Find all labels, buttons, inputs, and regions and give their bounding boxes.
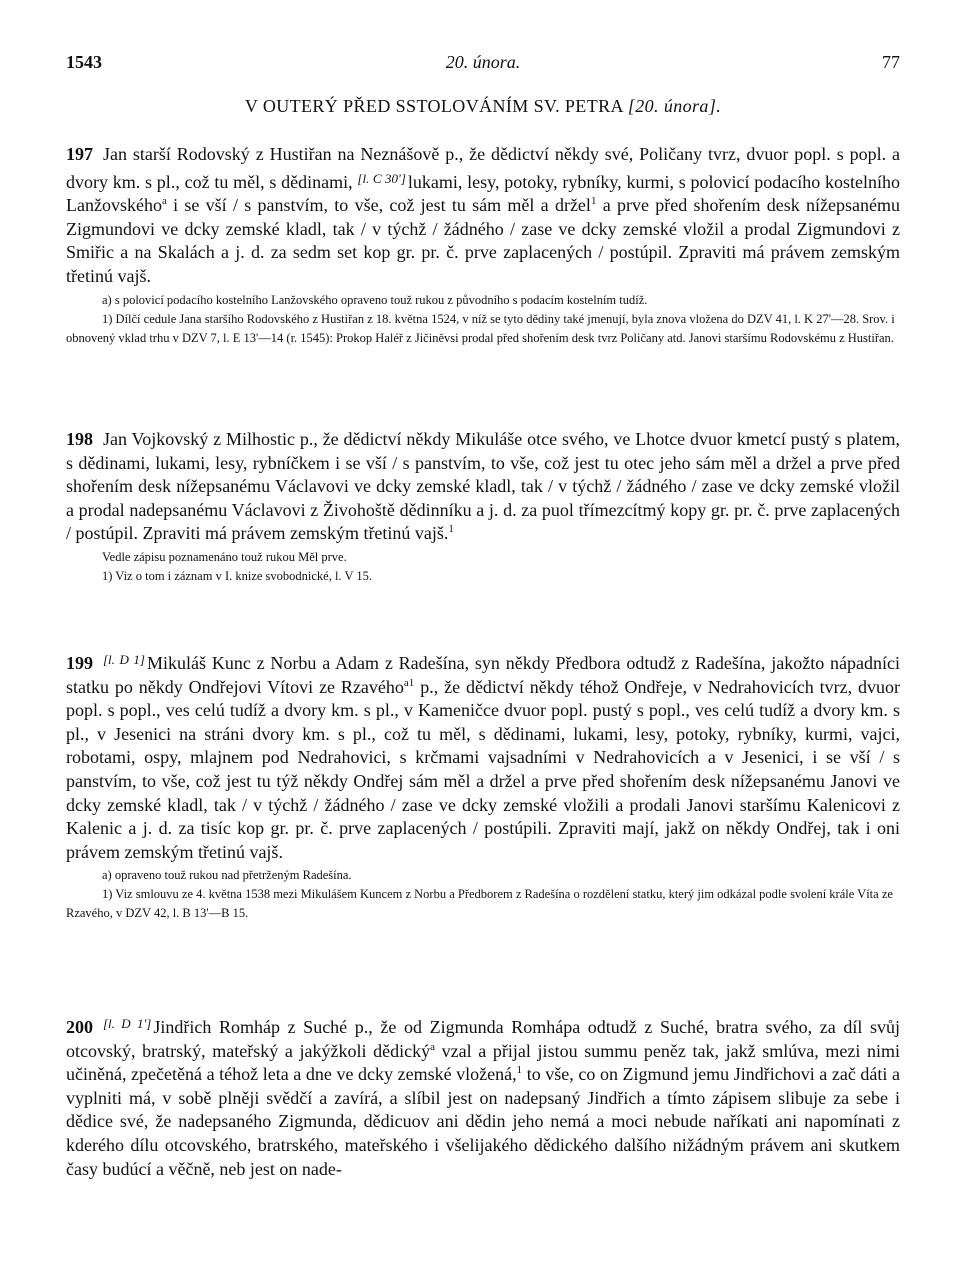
footnote-marker: 1 bbox=[448, 523, 454, 536]
entry-200 bbox=[66, 1012, 900, 1181]
entry-text-part: lukami, lesy, potoky, rybníky, kurmi, s polovicí podacího kostelního Lanžovského bbox=[66, 171, 901, 216]
entry-text-part: Mikuláš Kunc z Norbu a Adam z Radešína, syn někdy Předbora odtudž z Radešína, jakožto nápadníci statku po někdy Ondřejovi Vítovi ze Rzavého bbox=[66, 653, 900, 697]
page-number: 77 bbox=[882, 52, 900, 72]
section-title bbox=[66, 96, 900, 117]
entry-text bbox=[66, 1012, 900, 1181]
margin-reference: [l. D 1'] bbox=[103, 1016, 152, 1031]
entry-number: 197 bbox=[66, 144, 93, 164]
footnote: 1) Viz o tom i záznam v I. knize svobodnické, l. V 15. bbox=[102, 568, 373, 583]
entry-198 bbox=[66, 428, 900, 586]
entry-text-part: i se vší / s panstvím, to vše, což jest tu sám měl a držel bbox=[166, 195, 591, 216]
entry-text bbox=[66, 428, 900, 546]
footnote: 1) Viz smlouvu ze 4. května 1538 mezi Mikulášem Kuncem z Norbu a Předborem z Radešína o rozdělení statku, který jim odkázal podle svolení krále Víta ze Rzavého, v DZV 42, l. B 13'—B 15. bbox=[66, 887, 893, 921]
footnote-marker: 1 bbox=[516, 1064, 523, 1077]
entry-number: 199 bbox=[66, 653, 93, 673]
entry-text-part: vzal a přijal jistou summu peněz tak, jakž smlúva, mezi nimi učiněná, zpečetěná a téhož leta a dne ve dcky zemské vložená, bbox=[66, 1040, 900, 1085]
entry-text bbox=[66, 143, 900, 289]
entry-text-part: Jindřich Romháp z Suché p., že od Zigmunda Romhápa odtudž z Suché, bratra svého, za díl svůj otcovský, bratrský, mateřský a jakýžkoli dědický bbox=[66, 1017, 900, 1061]
entry-199 bbox=[66, 648, 900, 923]
entry-text-part: Jan Vojkovský z Milhostic p., že dědictví někdy Mikuláše otce svého, ve Lhotce dvuor kmetcí pustý s platem, s dědinami, lukami, lesy, rybníčkem i se vší / s panstvím, to vše, což jest tu otec jeho sám měl a držel a prve před shořením desk nížepsanému Václavovi ve dcky zemské kladl, tak / v týchž / žádného / zase ve dcky zemské vložil a prodal nadepsanému Václavovi z Živohoště dědinníku a j. d. za puol třímezcítmý kopy gr. pr. č. prve zaplacených / postúpil. Zpraviti má právem zemským třetinú vajš. bbox=[66, 429, 900, 544]
header-year: 1543 bbox=[66, 52, 102, 72]
footnote: 1) Dílčí cedule Jana staršího Rodovského z Hustiřan z 18. května 1524, v níž se tyto dědiny také jmenují, byla znova vložena do DZV 41, l. K 27'—28. Srov. i obnovený vklad trhu v DZV 7, l. E 13'—14 (r. 1545): Prokop Haléř z Jičiněvsi prodal před shořením desk tvrz Poličany atd. Janovi staršímu Rodovskému z Hustiřan. bbox=[66, 311, 895, 345]
entry-text bbox=[66, 648, 900, 864]
entry-text-part: a prve před shořením desk nížepsanému Zigmundovi ve dcky zemské kladl, tak / v týchž / žádného / zase ve dcky zemské vložil a prodal Zigmundovi z Smiřic a na Skalách a j. d. za sedm set kop gr. pr. č. prve zaplacených / postúpil. Zpraviti má právem zemským třetinú vajš. bbox=[66, 195, 900, 286]
footnote: a) s polovicí podacího kostelního Lanžovského opraveno touž rukou z původního s podacím kostelním tudíž. bbox=[102, 292, 648, 307]
footnotes bbox=[66, 291, 900, 348]
footnotes bbox=[66, 866, 900, 923]
section-title-date: [20. února]. bbox=[627, 96, 722, 116]
footnote: Vedle zápisu poznamenáno touž rukou Měl prve. bbox=[102, 549, 347, 564]
running-header bbox=[66, 52, 900, 78]
header-date: 20. února. bbox=[445, 52, 521, 72]
footnote-marker: a1 bbox=[403, 676, 415, 689]
footnote-marker: 1 bbox=[590, 195, 597, 208]
section-title-main: V OUTERÝ PŘED SSTOLOVÁNÍM SV. PETRA bbox=[244, 96, 628, 116]
entry-number: 198 bbox=[66, 429, 93, 449]
footnote: a) opraveno touž rukou nad přetrženým Radešína. bbox=[102, 868, 352, 883]
footnotes bbox=[66, 548, 900, 586]
entry-number: 200 bbox=[66, 1017, 93, 1037]
footnote-marker: a bbox=[161, 195, 167, 208]
margin-reference: [l. D 1] bbox=[103, 652, 145, 667]
entry-text-part: to vše, co on Zigmund jemu Jindřichovi a zač dáti a vyplniti má, v sobě plněji svědčí a zavírá, a slíbil jest on nadepsaný Jindřich a tímto zápisem slibuje za sebe i dědice své, že nadepsaného Zigmunda, dědicuov ani dědin jeho nemá a moci nebude naříkati ani napomínati z kderého dílu otcovského, bratrského, mateřského i všelijakého dědického dalšího nižádným právem ani skutkem časy budúcí a věčně, neb jest on nade- bbox=[66, 1064, 900, 1179]
footnote-marker: a bbox=[430, 1040, 436, 1053]
entry-text-part: p., že dědictví někdy téhož Ondřeje, v Nedrahovicích tvrz, dvuor popl. s popl., ves celú tudíž a dvory km. s pl., v Kameničce dvuor popl. pustý s popl., ves celú tudíž a dvory km. s pl., v Jesenici na stráni dvory km. s pl., což tu měl, s dědinami, lukami, lesy, potoky, rybníky, kurmi, vajci, robotami, ospy, mlajnem pod Nedrahovici, s krčmami vajsadními v Nedrahovicích a v Jesenici, i se vší / s panstvím, to vše, což jest tu týž někdy Ondřej sám měl a držel a prve před shořením desk nížepsanému Janovi ve dcky zemské kladl, tak / v týchž / žádného / zase ve dcky zemské vložili a prodali Janovi staršímu Kalenicovi z Kalenic a j. d. za tisíc kop gr. pr. č. prve zaplacených / postúpili. Zpraviti mají, jakž on někdy Ondřej, tak i oni právem zemským třetinú vajš. bbox=[66, 676, 900, 862]
entry-197 bbox=[66, 143, 900, 348]
entry-text-part: Jan starší Rodovský z Hustiřan na Neznášově p., že dědictví někdy své, Poličany tvrz, dvuor popl. s popl. a dvory km. s pl., což tu měl, s dědinami, bbox=[66, 144, 900, 192]
margin-reference: [l. C 30'] bbox=[357, 170, 406, 186]
